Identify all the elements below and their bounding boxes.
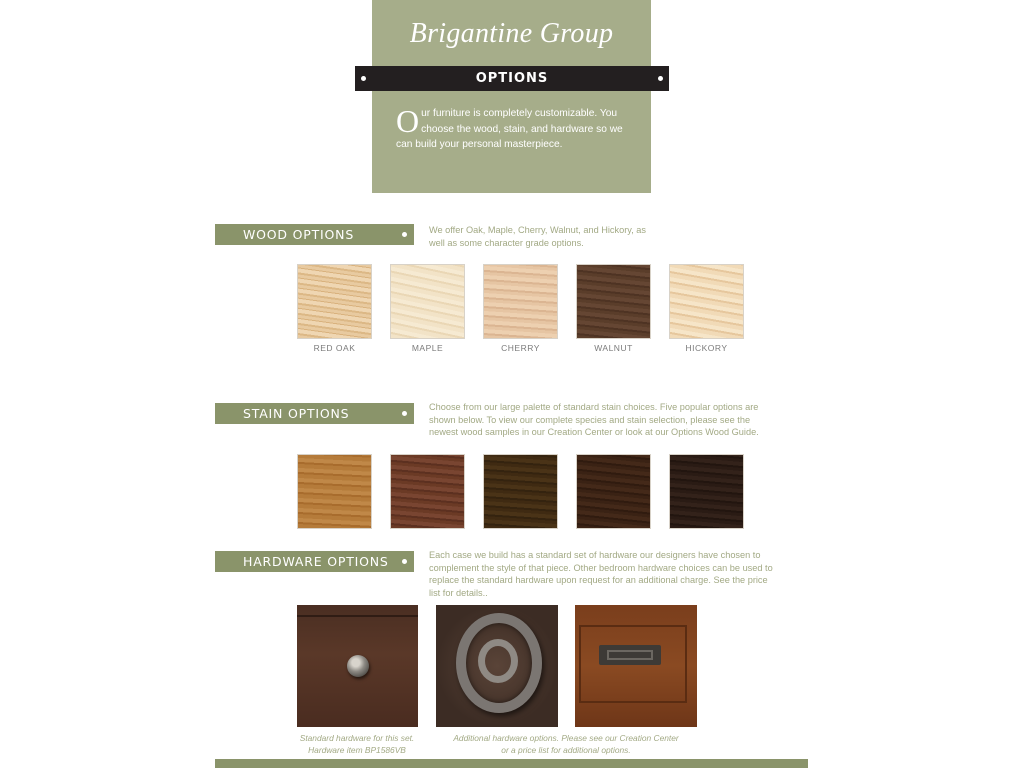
swatch-red-oak (297, 264, 372, 339)
swatch-maple (390, 264, 465, 339)
swatch-walnut (576, 264, 651, 339)
stain-options-description: Choose from our large palette of standard stain choices. Five popular options are shown below. To view our complete species and stain selection, please see the newest wood samples in our Creation Center or look at our Options Wood Guide. (429, 402, 759, 438)
options-bar-label: OPTIONS (475, 71, 549, 86)
swatch-label-walnut: WALNUT (594, 343, 633, 353)
stain-swatch-3 (483, 454, 558, 529)
wood-options-label (215, 224, 414, 245)
stain-swatch-4 (576, 454, 651, 529)
brand-title: Brigantine Group (409, 18, 614, 49)
additional-hardware-caption-line2: or a price list for additional options. (501, 744, 631, 755)
wood-options-label-text: WOOD OPTIONS (243, 227, 355, 242)
swatch-label-red-oak: RED OAK (313, 343, 356, 353)
intro-text: ur furniture is completely customizable. You choose the wood, stain, and hardware so we can build your personal masterpiece. (396, 108, 623, 150)
swatch-hickory (669, 264, 744, 339)
hardware-options-label-text: HARDWARE OPTIONS (243, 554, 389, 569)
label-dot (402, 411, 407, 416)
ring-pull-inner (478, 639, 518, 683)
additional-hardware-caption-line1: Additional hardware options. Please see our Creation Center (453, 733, 679, 743)
standard-hardware-caption-line1: Standard hardware for this set. (299, 733, 415, 743)
bullet-dot-right (658, 76, 663, 81)
bail-pull-photo (575, 605, 697, 727)
hardware-options-description: Each case we build has a standard set of hardware our designers have chosen to complement the style of that piece. Other bedroom hardware choices can be used to replace the standard hardware upon request for an additional charge. See the price list for details.. (429, 550, 773, 598)
bail-pull (599, 645, 661, 665)
label-dot (402, 559, 407, 564)
ring-pull-photo (436, 605, 558, 727)
intro-paragraph (396, 103, 632, 153)
standard-hardware-caption-line2: Hardware item BP1586VB (308, 744, 406, 755)
standard-hardware-photo (297, 605, 418, 727)
footer-bar (215, 759, 808, 768)
stain-options-label (215, 403, 414, 424)
hardware-options-label (215, 551, 414, 572)
options-bar (355, 66, 669, 91)
stain-options-label-text: STAIN OPTIONS (243, 406, 350, 421)
round-knob (347, 655, 369, 677)
swatch-label-hickory: HICKORY (685, 343, 728, 353)
additional-hardware-caption (440, 733, 692, 756)
bullet-dot-left (361, 76, 366, 81)
drawer-edge (297, 615, 418, 617)
wood-options-description: We offer Oak, Maple, Cherry, Walnut, and Hickory, as well as some character grade options. (429, 225, 647, 248)
stain-swatch-1 (297, 454, 372, 529)
intro-dropcap: O (396, 103, 420, 139)
stain-swatch-2 (390, 454, 465, 529)
swatch-label-cherry: CHERRY (501, 343, 540, 353)
swatch-label-maple: MAPLE (411, 343, 444, 353)
label-dot (402, 232, 407, 237)
stain-swatch-5 (669, 454, 744, 529)
swatch-cherry (483, 264, 558, 339)
standard-hardware-caption (282, 733, 432, 756)
